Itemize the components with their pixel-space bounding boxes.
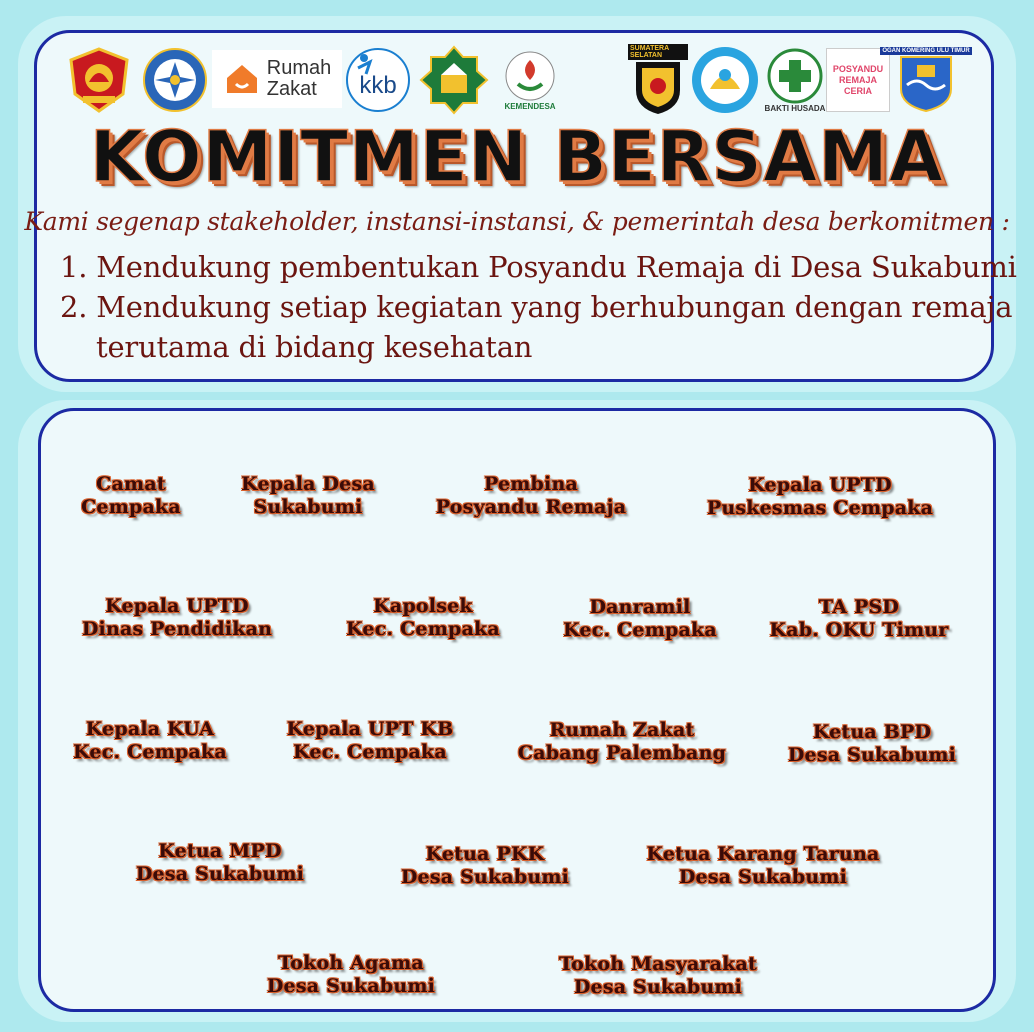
kabupaten-emblem-icon (64, 44, 134, 116)
kkb-logo: kkb (344, 44, 412, 116)
oku-timur-emblem-icon: OGAN KOMERING ULU TIMUR (892, 44, 960, 116)
institution-seal-icon (142, 44, 208, 116)
commitment-point-2: 2. Mendukung setiap kegiatan yang berhubungan dengan remaja (60, 290, 1013, 324)
signatory-ketua-mpd: Ketua MPD Desa Sukabumi (135, 840, 305, 885)
signatory-kapolsek: Kapolsek Kec. Cempaka (346, 595, 500, 640)
signatory-ta-psd: TA PSD Kab. OKU Timur (769, 596, 949, 641)
signatory-ketua-pkk: Ketua PKK Desa Sukabumi (400, 843, 570, 888)
signatory-ketua-karang-taruna: Ketua Karang Taruna Desa Sukabumi (646, 843, 880, 888)
signatory-kepala-kua: Kepala KUA Kec. Cempaka (73, 718, 227, 763)
signatory-kepala-upt-kb: Kepala UPT KB Kec. Cempaka (286, 718, 454, 763)
signatory-danramil: Danramil Kec. Cempaka (563, 596, 717, 641)
commitment-point-2-continued: terutama di bidang kesehatan (96, 330, 533, 364)
posyandu-remaja-ceria-logo: POSYANDU REMAJA CERIA (826, 44, 890, 116)
signatory-camat: Camat Cempaka (81, 473, 181, 518)
signatory-kepala-uptd-pendidikan: Kepala UPTD Dinas Pendidikan (81, 595, 273, 640)
intro-text: Kami segenap stakeholder, instansi-instansi, & pemerintah desa berkomitmen : (24, 207, 1010, 236)
signatory-tokoh-agama: Tokoh Agama Desa Sukabumi (266, 952, 436, 997)
signatory-pembina-posyandu: Pembina Posyandu Remaja (435, 473, 627, 518)
bakti-husada-logo: BAKTI HUSADA (764, 44, 826, 116)
signatory-ketua-bpd: Ketua BPD Desa Sukabumi (787, 721, 957, 766)
kemenag-logo-icon (418, 44, 490, 116)
signatory-kepala-uptd-puskesmas: Kepala UPTD Puskesmas Cempaka (706, 474, 934, 519)
kemendesa-logo: KEMENDESA (498, 44, 562, 116)
signatory-tokoh-masyarakat: Tokoh Masyarakat Desa Sukabumi (558, 953, 758, 998)
signatory-kepala-desa: Kepala Desa Sukabumi (241, 473, 375, 518)
page-title: KOMITMEN BERSAMA (90, 116, 944, 198)
commitment-point-1: 1. Mendukung pembentukan Posyandu Remaja di Desa Sukabumi (60, 250, 1017, 284)
polda-sumsel-badge-icon: SUMATERA SELATAN (628, 44, 688, 116)
house-icon (223, 60, 261, 98)
tut-wuri-handayani-logo-icon (690, 44, 760, 116)
rumah-zakat-logo: Rumah Zakat (212, 50, 342, 108)
signatory-rumah-zakat: Rumah Zakat Cabang Palembang (517, 719, 727, 764)
